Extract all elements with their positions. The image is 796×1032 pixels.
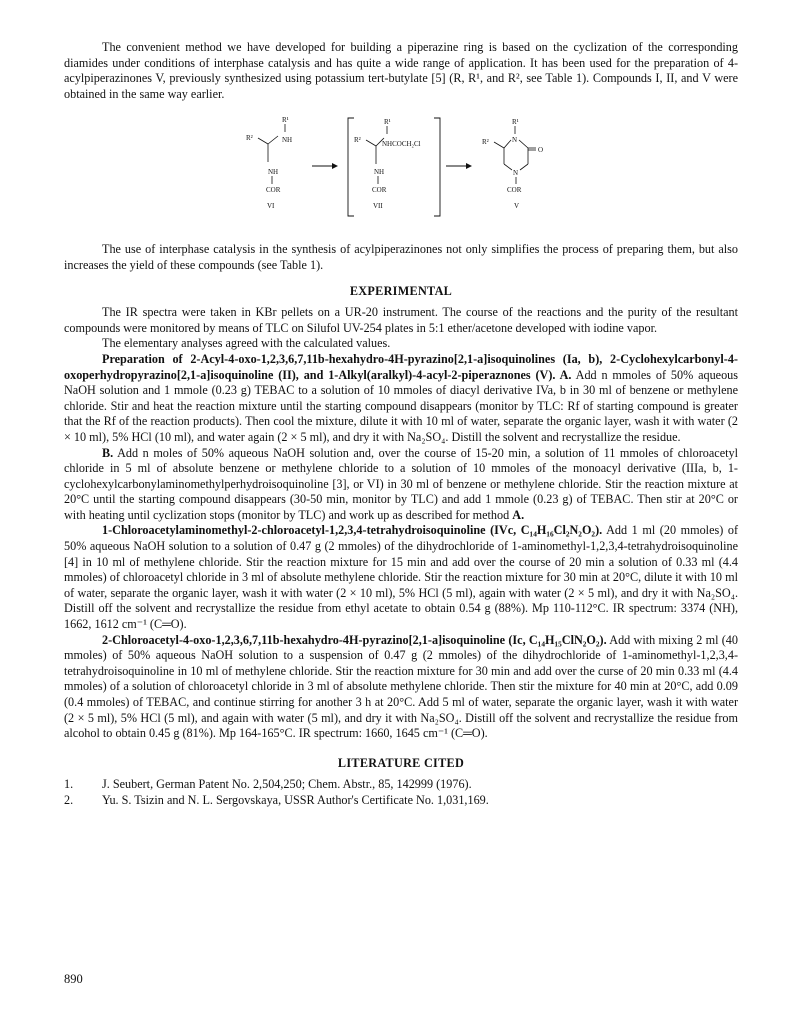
exp-paragraph-1: The IR spectra were taken in KBr pellets on a UR-20 instrument. The course of the reactions and the purity of the resultant compounds were monitored by means of TLC on Silufol UV-254 plates in 5:1 ether/acetone developed with iodine vapor.	[64, 305, 738, 335]
vi-cor: COR	[266, 186, 281, 195]
reaction-scheme-svg	[64, 112, 738, 224]
bracket-right	[434, 118, 440, 216]
method-b-paragraph	[64, 446, 738, 524]
ivc-text: Add 1 ml (20 mmoles) of 50% aqueous NaOH solution to a solution of 0.47 g (2 mmoles) of the dihydrochloride of 1-aminomethyl-1,2,3,4-tetrahydroisoquinoline [4] in 10 ml of methylene chloride. Stir the reaction mixture for 15 min and add over the course of 20 min a solution of 0.33 ml (4.4 mmoles) of chloroacetyl chloride in 3 ml of absolute methylene chloride. Stir the reaction mixture for 30 min at 20°C, dilute it with 10 ml of water, separate the organic layer, wash it with water (2 × 10 ml), 5% HCl (5 ml), again with water (2 × 5 ml), and dry it with Na₂SO₄. Distill off the solvent and recrystallize the residue from ethyl acetate to obtain 0.54 g (88%). Mp 110-112°C. IR spectrum: 3374 (NH), 1662, 1612 cm⁻¹ (C═O).	[64, 523, 739, 632]
intro-paragraph: The convenient method we have developed for building a piperazine ring is based on the cyclization of the corresponding diamides under conditions of interphase catalysis and has quite a wide range of application. It has been used for the preparation of 4-acylpiperazinones V, previously synthesized using potassium tert-butylate [5] (R, R¹, and R², see Table 1). Compounds I, II, and V were obtained in the same way earlier.	[64, 40, 738, 101]
ic-paragraph	[64, 633, 738, 742]
vii-r1: R¹	[384, 118, 391, 127]
reference-text: Yu. S. Tsizin and N. L. Sergovskaya, USSR Author's Certificate No. 1,031,169.	[102, 792, 489, 807]
page-body	[64, 40, 738, 809]
preparation-paragraph	[64, 352, 738, 446]
bracket-left	[348, 118, 354, 216]
experimental-heading: EXPERIMENTAL	[349, 283, 453, 298]
compound-vi	[246, 116, 292, 210]
v-o: O	[538, 146, 544, 155]
exp-paragraph-2: The elementary analyses agreed with the calculated values.	[102, 336, 391, 351]
vii-nh: NH	[374, 168, 385, 177]
compound-vii	[354, 118, 421, 210]
v-label: V	[514, 202, 520, 211]
arrow-1-head	[332, 163, 338, 169]
reference-text: J. Seubert, German Patent No. 2,504,250; Chem. Abstr., 85, 142999 (1976).	[102, 777, 472, 792]
method-b-end: A.	[512, 507, 525, 522]
references-list	[64, 777, 738, 808]
ic-text: Add with mixing 2 ml (40 mmoles) of 50% aqueous NaOH solution to a suspension of 0.47 g (2 mmoles) of the dihydrochloride of 1-aminomethyl-1,2,3,4-tetrahydroisoquinoline in 10 ml of methylene chloride. Stir the reaction mixture for 30 min and add over the curse of 20 min 0.33 ml (4.4 mmoles) of a solution of chloroacetyl chloride in 3 ml of absolute methylene chloride. Then stir the mixture for 40 min at 20°C, add 0.09 (0.4 mmoles) of TEBAC, and continue stirring for another 3 h at 20°C. Add 5 ml of water, separate the organic layer, wash it with water (2 × 5 ml), 5% HCl (5 ml), and again with water (5 ml), and dry it with Na₂SO₄. Distill off the solvent and recrystallize the residue from alcohol to obtain 0.45 g (81%). Mp 164-165°C. IR spectrum: 1660, 1645 cm⁻¹ (C═O).	[64, 632, 738, 741]
v-n-top: N	[512, 136, 518, 145]
reaction-scheme	[64, 112, 738, 224]
v-r2: R²	[482, 138, 489, 147]
method-b-text: Add n moles of 50% aqueous NaOH solution and, over the course of 15-20 min, a solution of 11 mmoles of chloroacetyl chloride in 5 ml of absolute benzene or methylene chloride to a solution of 10 mmoles of the monoacyl derivative (IIIa, b, 1-cyclohexylcarbonylaminomethylperhydroisoquinoline [3], or VI) in 30 ml of benzene or methylene chloride. Stir the reaction mixture at 20°C until the starting compound disappears (30-50 min, monitor by TLC) and add 1 mmole (0.23 g) of TEBAC. Then stir at 20°C or with heating until cyclization stops (monitor by TLC) and work up as described for method	[64, 445, 738, 522]
v-cor: COR	[507, 186, 522, 195]
preparation-text: Add n mmoles of 50% aqueous NaOH solution and 1 mmole (0.23 g) TEBAC to a solution of 10 mmoles of diacyl derivative IVa, b in 30 ml of benzene or methylene chloride. Stir and heat the reaction mixture until the starting compound disappears (monitor by TLC: Rf of starting compound is greater that the Rf of the reaction products). Then cool the mixture, dilute it with 10 ml of water, separate the organic layer, wash it with water (2 × 10 ml), 5% HCl (10 ml), and water again (2 × 5 ml), and dry it with Na₂SO₄. Distill the solvent and recrystallize the residue.	[64, 367, 738, 444]
vii-nhcoch2cl: NHCOCH₂Cl	[382, 140, 421, 149]
v-n-bottom: N	[513, 169, 519, 178]
reference-number: 2.	[64, 792, 74, 807]
vii-cor: COR	[372, 186, 387, 195]
vi-nh-top: NH	[282, 136, 293, 145]
after-scheme-paragraph: The use of interphase catalysis in the synthesis of acylpiperazinones not only simplifies the process of preparing them, but also increases the yield of these compounds (see Table 1).	[64, 242, 738, 272]
vi-r1: R¹	[282, 116, 289, 125]
reference-item	[64, 777, 738, 793]
reference-item	[64, 793, 738, 809]
reference-number: 1.	[64, 777, 74, 792]
vi-r2: R²	[246, 134, 253, 143]
vii-label: VII	[373, 202, 383, 211]
page-number: 890	[64, 972, 83, 986]
v-r1: R¹	[512, 118, 519, 127]
ic-title: 2-Chloroacetyl-4-oxo-1,2,3,6,7,11b-hexahydro-4H-pyrazino[2,1-a]isoquinoline (Ic, C₁₄H₁₅ClN₂O₂).	[102, 632, 607, 647]
vi-label: VI	[267, 202, 275, 211]
vi-nh-bottom: NH	[268, 168, 279, 177]
compound-v	[482, 118, 543, 210]
vii-r2: R²	[354, 136, 361, 145]
preparation-title: Preparation of 2-Acyl-4-oxo-1,2,3,6,7,11b-hexahydro-4H-pyrazino[2,1-a]isoquinolines (Ia, b), 2-Cyclohexylcarbonyl-4-oxoperhydropyrazino[2,1-a]isoquinoline (II), and 1-Alkyl(aralkyl)-4-acyl-2-piperaznones (V). A.	[64, 351, 738, 382]
ivc-paragraph	[64, 523, 738, 632]
literature-heading: LITERATURE CITED	[337, 755, 465, 770]
arrow-2-head	[466, 163, 472, 169]
method-b-label: B.	[102, 445, 114, 460]
ivc-title: 1-Chloroacetylaminomethyl-2-chloroacetyl-1,2,3,4-tetrahydroisoquinoline (IVc, C₁₄H₁₆Cl₂N₂O₂).	[102, 523, 603, 538]
